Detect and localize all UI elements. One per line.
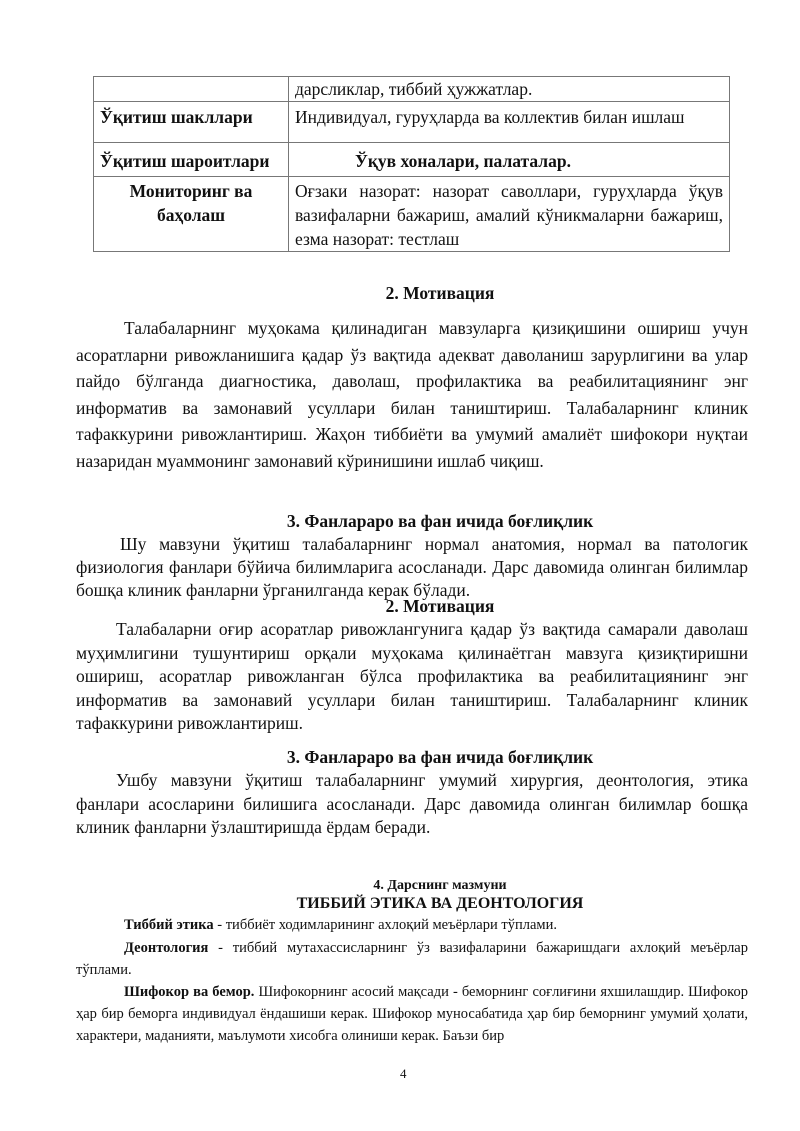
- paragraph-motivation: Талабаларнинг муҳокама қилинадиган мавзуларга қизиқишини ошириш учун асоратларни ривожланишига қадар ўз вақтида адекват даволаниш зарурлигини ва улар пайдо бўлганда диагностика, даволаш, профилактика ва реабилитациянинг энг информатив ва замонавий усуллари билан таништириш. Талабаларнинг клиник тафаккурини ривожлантириш. Жаҳон тиббиёти ва умумий амалиёт шифокори нуқтаи назаридан муаммонинг замонавий кўринишини ишлаб чиқиш.: [76, 318, 748, 471]
- paragraph-motivation-2: Талабаларни оғир асоратлар ривожлангунига қадар ўз вақтида самарали даволаш муҳимлигини тушунтириш орқали муҳокама қилинаётган мавзуга қизиқтиришни ошириш, асоратлар ривожланган бўлса профилактика ва реабилитациянинг энг информатив ва замонавий усуллари билан таништириш. Талабаларнинг клиник тафаккурини ривожлантириш.: [76, 619, 748, 733]
- section-heading-content: 4. Дарснинг мазмуни: [373, 878, 507, 893]
- table-row: [94, 143, 730, 177]
- section-heading-motivation: 2. Мотивация: [385, 283, 495, 303]
- table-value-cell: Ўқув хоналари, палаталар.: [289, 143, 730, 177]
- definition-text: - тиббий мутахассисларнинг ўз вазифаларини бажаришдаги ахлоқий меъёрлар тўплами.: [76, 940, 748, 978]
- table-label-cell: Мониторинг ва баҳолаш: [94, 177, 289, 252]
- table-value-cell: Оғзаки назорат: назорат саволлари, гуруҳларда ўқув вазифаларни бажариш, амалий кўникмаларни бажариш, езма назорат: тестлаш: [289, 177, 730, 252]
- paragraph-interdisciplinary: Шу мавзуни ўқитиш талабаларнинг нормал анатомия, нормал ва патологик физиология фанлари бўйича билимларига асосланади. Дарс давомида олинган билимлар бошқа клиник фанларни ўрганилганда керак бўлади.: [76, 534, 748, 600]
- paragraph-interdisciplinary-2: Ушбу мавзуни ўқитиш талабаларнинг умумий хирургия, деонтология, этика фанлари асосларини билишига асосланади. Дарс давомида олинган билимлар бошқа клиник фанларни ўзлаштиришда ёрдам беради.: [76, 770, 748, 837]
- table-label-cell: Ўқитиш шакллари: [94, 102, 289, 143]
- table-label-cell: [94, 77, 289, 102]
- lesson-info-table: [93, 76, 730, 252]
- definition-deontology: [76, 937, 748, 981]
- table-row: [94, 77, 730, 102]
- table-label-cell: Ўқитиш шароитлари: [94, 143, 289, 177]
- term-deontology: Деонтология: [124, 940, 209, 956]
- paragraph-text: Шифокорнинг асосий мақсади - беморнинг соғлиғини яхшилашдир. Шифокор ҳар бир беморга индивидуал ёндашиши керак. Шифокор муносабатида ҳар бир беморнинг умумий ҳолати, характери, маданияти, маълумоти хисобга олиниши керак. Баъзи бир: [76, 984, 748, 1044]
- term-doctor-patient: Шифокор ва бемор.: [124, 984, 255, 1000]
- definition-medical-ethics: [76, 914, 748, 936]
- term-medical-ethics: Тиббий этика: [124, 917, 214, 933]
- definition-text: - тиббиёт ходимларининг ахлоқий меъёрлари тўплами.: [213, 917, 557, 933]
- section-heading-motivation-2: 2. Мотивация: [385, 596, 495, 616]
- table-value-cell: дарсликлар, тиббий ҳужжатлар.: [289, 77, 730, 102]
- section-heading-interdisciplinary-2: 3. Фанлараро ва фан ичида боғлиқлик: [286, 747, 594, 767]
- table-row: [94, 177, 730, 252]
- section-subheading-ethics: ТИББИЙ ЭТИКА ВА ДЕОНТОЛОГИЯ: [296, 895, 584, 912]
- paragraph-doctor-patient: [76, 981, 748, 1047]
- table-value-cell: Индивидуал, гуруҳларда ва коллектив билан ишлаш: [289, 102, 730, 143]
- page-number: 4: [400, 1066, 407, 1081]
- table-row: [94, 102, 730, 143]
- section-heading-interdisciplinary: 3. Фанлараро ва фан ичида боғлиқлик: [286, 511, 594, 531]
